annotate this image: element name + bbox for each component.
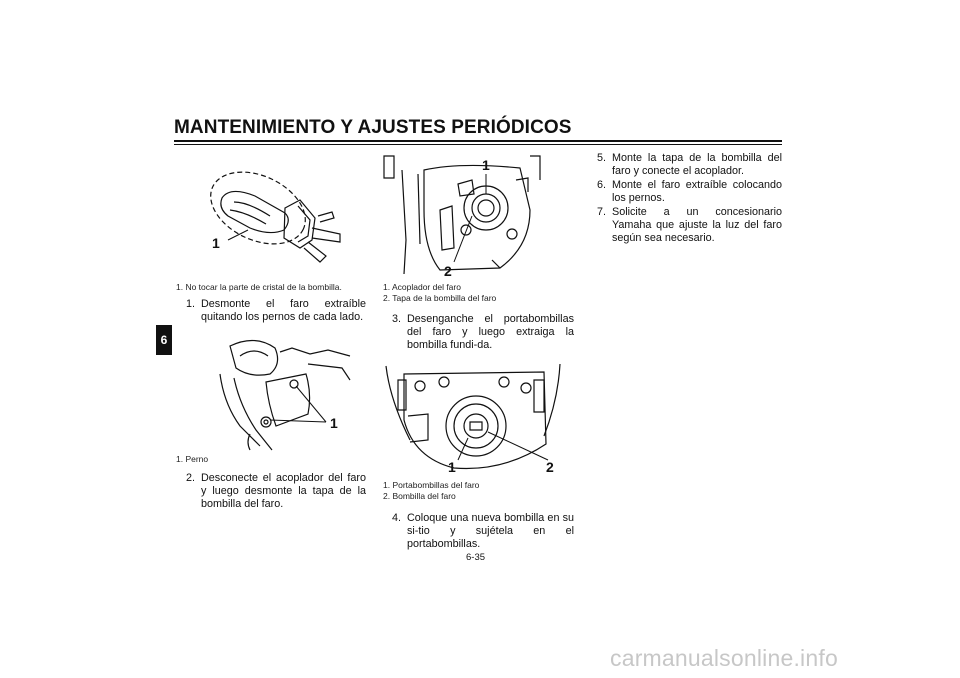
step-number: 2.: [186, 472, 196, 484]
step-4: [392, 512, 574, 552]
step-number: 5.: [597, 152, 607, 164]
title-rule-thin: [174, 144, 782, 145]
step-text: Desconecte el acoplador del faro y luego desmonte la tapa de la bombilla del faro.: [201, 472, 366, 511]
step-5: [597, 152, 782, 178]
bulb-illustration: [200, 158, 360, 278]
headlight-coupler-illustration: [380, 150, 556, 278]
step-7: [597, 206, 782, 246]
step-text: Desenganche el portabombillas del faro y luego extraiga la bombilla fundi-da.: [407, 313, 574, 352]
coupler-caption: [383, 282, 496, 304]
coupler-callout-2: 2: [444, 263, 452, 279]
bulb-holder-illustration: [384, 360, 562, 478]
title-rule: [174, 140, 782, 142]
step-text: Monte la tapa de la bombilla del faro y conecte el acoplador.: [612, 152, 782, 178]
step-text: Monte el faro extraíble colocando los pernos.: [612, 179, 782, 205]
bolt-caption: [176, 454, 208, 465]
caption-line: 1. Acoplador del faro: [383, 282, 461, 292]
watermark: carmanualsonline.info: [610, 645, 838, 671]
holder-callout-1: 1: [448, 459, 456, 475]
page-title: MANTENIMIENTO Y AJUSTES PERIÓDICOS: [174, 117, 572, 138]
bulb-callout-1: 1: [212, 235, 220, 251]
caption-line: 2. Bombilla del faro: [383, 491, 456, 501]
caption-line: 1. No tocar la parte de cristal de la bombilla.: [176, 282, 342, 292]
step-2: [186, 472, 366, 512]
bolt-callout-1: 1: [330, 415, 338, 431]
step-1: [186, 298, 366, 324]
step-3: [392, 313, 574, 353]
step-number: 6.: [597, 179, 607, 191]
bulb-caption: [176, 282, 342, 293]
step-text: Desmonte el faro extraíble quitando los pernos de cada lado.: [201, 298, 366, 324]
step-6: [597, 179, 782, 205]
coupler-callout-1: 1: [482, 157, 490, 173]
step-number: 7.: [597, 206, 607, 218]
headlight-bolt-illustration: [210, 334, 360, 450]
step-text: Solicite a un concesionario Yamaha que ajuste la luz del faro según sea necesario.: [612, 206, 782, 245]
section-tab: 6: [156, 325, 172, 355]
step-number: 1.: [186, 298, 196, 310]
page-number: 6-35: [466, 552, 486, 563]
caption-line: 2. Tapa de la bombilla del faro: [383, 293, 497, 303]
holder-caption: [383, 480, 479, 502]
step-number: 3.: [392, 313, 402, 325]
step-number: 4.: [392, 512, 402, 524]
holder-callout-2: 2: [546, 459, 554, 475]
caption-line: 1. Portabombillas del faro: [383, 480, 480, 490]
caption-line: 1. Perno: [176, 454, 209, 464]
step-text: Coloque una nueva bombilla en su si-tio y sujétela en el portabombillas.: [407, 512, 574, 551]
